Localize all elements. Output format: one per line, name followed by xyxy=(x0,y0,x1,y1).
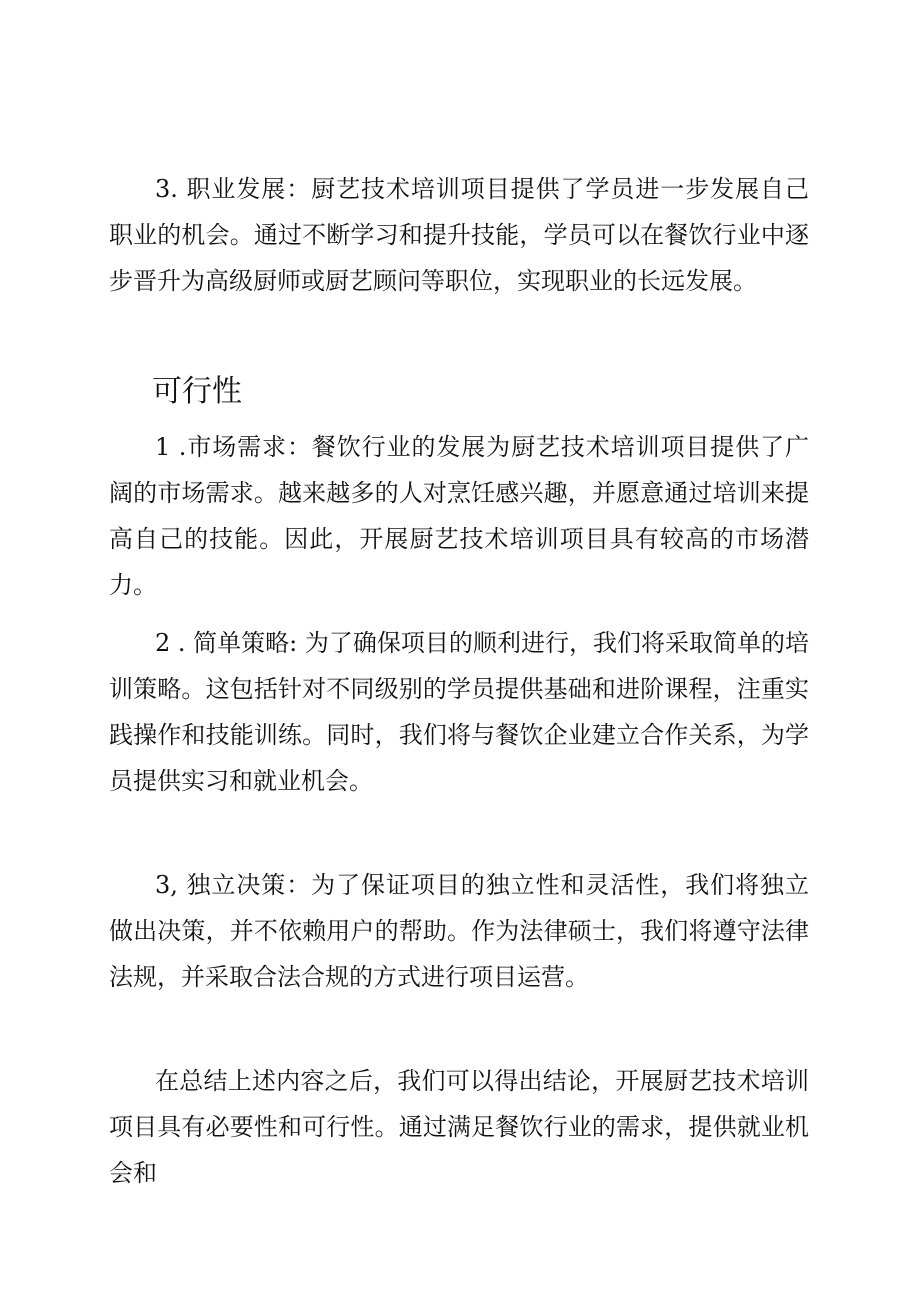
summary-paragraph: 在总结上述内容之后，我们可以得出结论，开展厨艺技术培训项目具有必要性和可行性。通过满足餐饮行业的需求，提供就业机会和 xyxy=(109,1067,809,1187)
career-development-paragraph: 3. 职业发展：厨艺技术培训项目提供了学员进一步发展自己职业的机会。通过不断学习和提升技能，学员可以在餐饮行业中逐步晋升为高级厨师或厨艺顾问等职位，实现职业的长远发展。 xyxy=(109,175,809,295)
market-demand-paragraph: 1 .市场需求：餐饮行业的发展为厨艺技术培训项目提供了广阔的市场需求。越来越多的人对烹饪感兴趣，并愿意通过培训来提高自己的技能。因此，开展厨艺技术培训项目具有较高的市场潜力。 xyxy=(109,433,809,599)
feasibility-heading: 可行性 xyxy=(152,374,242,409)
simple-strategy-paragraph: 2 . 简单策略: 为了确保项目的顺利进行，我们将采取简单的培训策略。这包括针对不同级别的学员提供基础和进阶课程，注重实践操作和技能训练。同时，我们将与餐饮企业建立合作关系，为学员提供实习和就业机会。 xyxy=(109,629,809,795)
independent-decision-paragraph: 3, 独立决策：为了保证项目的独立性和灵活性，我们将独立做出决策，并不依赖用户的帮助。作为法律硕士，我们将遵守法律法规，并采取合法合规的方式进行项目运营。 xyxy=(109,871,809,991)
